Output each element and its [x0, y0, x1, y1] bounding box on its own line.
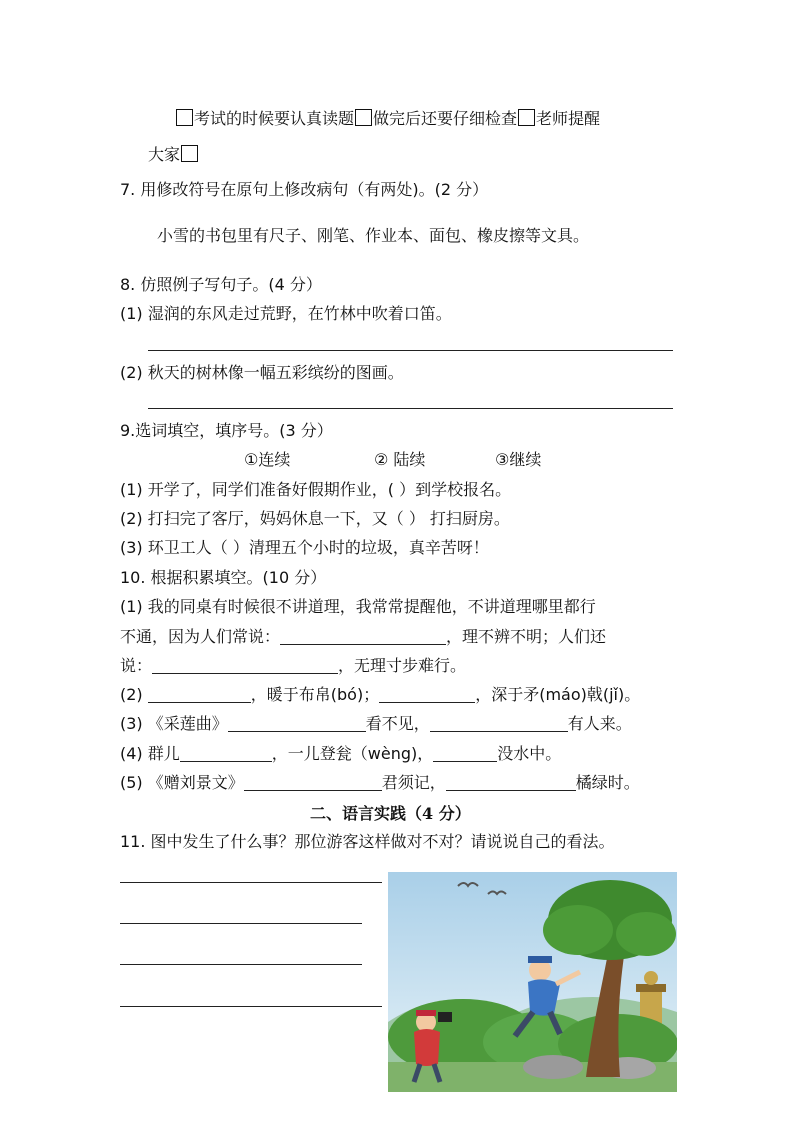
q11-title: 11. 图中发生了什么事？那位游客这样做对不对？请说说自己的看法。 [120, 832, 615, 851]
q6-sentence-line1: 考试的时候要认真读题 做完后还要仔细检查 老师提醒 [175, 108, 600, 130]
q10-item-1-line3: 说： ，无理寸步难行。 [120, 656, 467, 675]
q9-sentence-3: (3) 环卫工人（ ）清理五个小时的垃圾，真辛苦呀！ [120, 538, 489, 557]
punctuation-box[interactable] [176, 109, 193, 126]
section-heading: 二、语言实践（4 分） [310, 804, 471, 823]
fill-blank[interactable] [433, 745, 497, 762]
q9-option-2: ② 陆续 [374, 450, 426, 469]
q10-item-1-line1: (1) 我的同桌有时候很不讲道理，我常常提醒他，不讲道理哪里都行 [120, 597, 596, 616]
q10-item-4: (4) 群儿 ，一儿登瓮（wèng)， 没水中。 [120, 744, 562, 763]
q10-item-1-line2: 不通，因为人们常说： ，理不辨不明；人们还 [120, 627, 607, 646]
fill-blank[interactable] [152, 657, 338, 674]
fill-blank[interactable] [228, 715, 366, 732]
punctuation-box[interactable] [181, 145, 198, 162]
q10-title: 10. 根据积累填空。(10 分） [120, 568, 327, 587]
q10-item-2: (2) ，暖于布帛(bó)； ，深于矛(máo)戟(jǐ)。 [120, 685, 641, 704]
answer-line[interactable] [148, 350, 673, 351]
q10-item-5: (5) 《赠刘景文》 君须记， 橘绿时。 [120, 773, 640, 792]
q8-item-1: (1) 湿润的东风走过荒野，在竹林中吹着口笛。 [120, 304, 452, 323]
q7-sentence: 小雪的书包里有尺子、刚笔、作业本、面包、橡皮擦等文具。 [157, 226, 590, 245]
answer-line[interactable] [120, 882, 382, 883]
fill-blank[interactable] [446, 774, 576, 791]
q7-title: 7. 用修改符号在原句上修改病句（有两处)。(2 分） [120, 180, 489, 199]
q9-sentence-2: (2) 打扫完了客厅，妈妈休息一下，又（ ） 打扫厨房。 [120, 509, 510, 528]
q9-option-3: ③继续 [495, 450, 542, 469]
fill-blank[interactable] [180, 745, 272, 762]
answer-line[interactable] [148, 408, 673, 409]
fill-blank[interactable] [430, 715, 568, 732]
answer-line[interactable] [120, 1006, 382, 1007]
q9-sentence-1: (1) 开学了，同学们准备好假期作业，( ）到学校报名。 [120, 480, 512, 499]
fill-blank[interactable] [280, 628, 446, 645]
answer-line[interactable] [120, 923, 362, 924]
answer-line[interactable] [120, 964, 362, 965]
punctuation-box[interactable] [518, 109, 535, 126]
q10-item-3: (3) 《采莲曲》 看不见， 有人来。 [120, 714, 632, 733]
q6-sentence-line2: 大家 [148, 144, 199, 166]
q9-title: 9.选词填空，填序号。(3 分） [120, 421, 333, 440]
q8-item-2: (2) 秋天的树林像一幅五彩缤纷的图画。 [120, 363, 404, 382]
fill-blank[interactable] [148, 686, 251, 703]
q8-title: 8. 仿照例子写句子。(4 分） [120, 275, 322, 294]
illustration-tourist-breaking-branch [388, 872, 677, 1092]
punctuation-box[interactable] [355, 109, 372, 126]
fill-blank[interactable] [244, 774, 382, 791]
camera-icon [438, 1012, 452, 1022]
q9-option-1: ①连续 [244, 450, 291, 469]
fill-blank[interactable] [379, 686, 475, 703]
